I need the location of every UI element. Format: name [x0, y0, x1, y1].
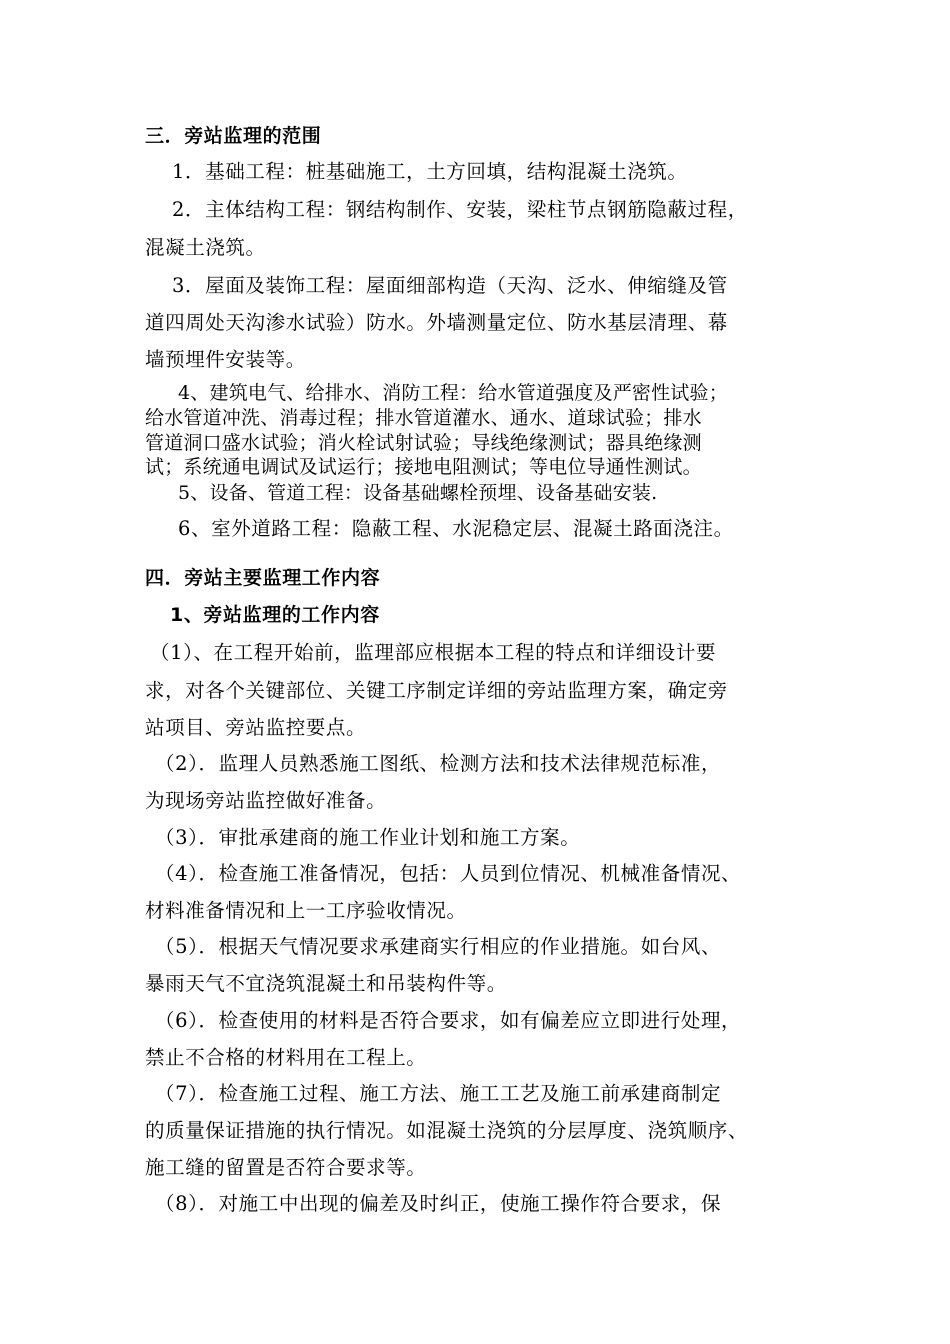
work-line: （2）．监理人员熟悉施工图纸、检测方法和技术法律规范标准， [155, 752, 722, 775]
work-line: 施工缝的留置是否符合要求等。 [145, 1156, 427, 1179]
scope-item-1: 1．基础工程：桩基础施工，土方回填，结构混凝土浇筑。 [172, 160, 688, 183]
work-line: 求，对各个关键部位、关键工序制定详细的旁站监理方案，确定旁 [145, 679, 728, 702]
section-3-heading: 三．旁站监理的范围 [145, 125, 322, 147]
scope-item-3: 3．屋面及装饰工程：屋面细部构造（天沟、泛水、伸缩缝及管 [172, 274, 728, 297]
scope-item-5: 5、设备、管道工程：设备基础螺栓预埋、设备基础安装. [178, 482, 658, 504]
scope-item-4-cont: 给水管道冲洗、消毒过程；排水管道灌水、通水、道球试验；排水 [145, 407, 702, 429]
work-line: 材料准备情况和上一工序验收情况。 [145, 899, 467, 922]
work-line: （5）．根据天气情况要求承建商实行相应的作业措施。如台风、 [155, 935, 722, 958]
scope-item-4-cont: 试；系统通电调试及试运行；接地电阻测试；等电位导通性测试。 [145, 456, 702, 478]
section-4-heading: 四．旁站主要监理工作内容 [145, 567, 381, 589]
work-line: （4）．检查施工准备情况，包括：人员到位情况、机械准备情况、 [155, 862, 742, 885]
scope-item-3-cont: 墙预埋件安装等。 [145, 348, 306, 371]
scope-item-4: 4、建筑电气、给排水、消防工程：给水管道强度及严密性试验； [178, 382, 728, 404]
section-4-subheading: 1、旁站监理的工作内容 [170, 604, 380, 626]
work-line: （7）．检查施工过程、施工方法、施工工艺及施工前承建商制定 [155, 1082, 722, 1105]
work-line: （3）．审批承建商的施工作业计划和施工方案。 [155, 826, 581, 849]
scope-item-6: 6、室外道路工程：隐蔽工程、水泥稳定层、混凝土路面浇注。 [178, 517, 734, 540]
work-line: 站项目、旁站监控要点。 [145, 716, 367, 739]
work-line: 暴雨天气不宜浇筑混凝土和吊装构件等。 [145, 972, 507, 995]
work-line: 的质量保证措施的执行情况。如混凝土浇筑的分层厚度、浇筑顺序、 [145, 1119, 749, 1142]
work-line: （6）．检查使用的材料是否符合要求，如有偏差应立即进行处理， [155, 1009, 742, 1032]
scope-item-3-cont: 道四周处天沟渗水试验）防水。外墙测量定位、防水基层清理、幕 [145, 311, 728, 334]
scope-item-4-cont: 管道洞口盛水试验；消火栓试射试验；导线绝缘测试；器具绝缘测 [145, 432, 702, 454]
work-line: （1）、在工程开始前，监理部应根据本工程的特点和详细设计要 [150, 641, 717, 664]
scope-item-2-cont: 混凝土浇筑。 [145, 236, 266, 259]
work-line: 禁止不合格的材料用在工程上。 [145, 1046, 427, 1069]
work-line: （8）．对施工中出现的偏差及时纠正，使施工操作符合要求，保 [155, 1192, 722, 1215]
scope-item-2: 2．主体结构工程：钢结构制作、安装，梁柱节点钢筋隐蔽过程， [172, 198, 748, 221]
work-line: 为现场旁站监控做好准备。 [145, 789, 387, 812]
